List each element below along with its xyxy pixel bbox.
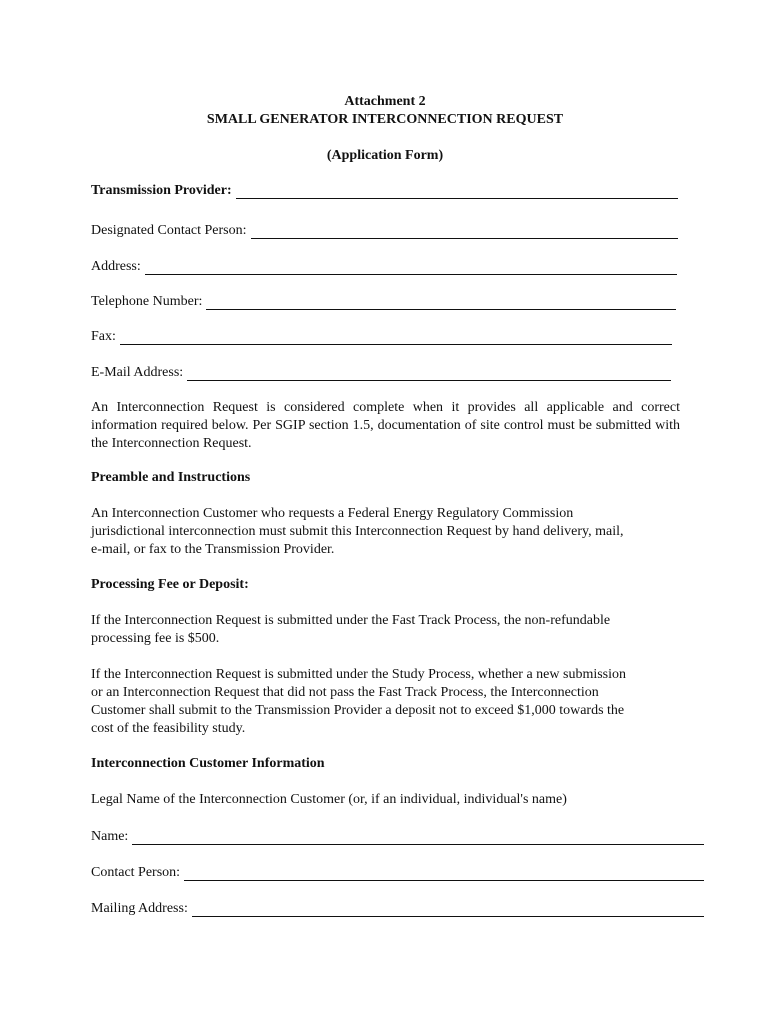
document-title: SMALL GENERATOR INTERCONNECTION REQUEST	[206, 112, 564, 127]
customer-name-input[interactable]	[132, 829, 704, 845]
address-input[interactable]	[145, 259, 677, 275]
email-input[interactable]	[187, 365, 671, 381]
deposit-paragraph-line: Customer shall submit to the Transmission Provider a deposit not to exceed $1,000 towards the	[91, 703, 625, 718]
preamble-line: An Interconnection Customer who requests a Federal Energy Regulatory Commission	[91, 506, 574, 521]
email-field	[91, 363, 671, 381]
fax-input[interactable]	[120, 329, 672, 345]
customer-name-field	[91, 827, 704, 845]
deposit-paragraph-line: or an Interconnection Request that did not pass the Fast Track Process, the Interconnection	[91, 685, 599, 700]
intro-paragraph: An Interconnection Request is considered complete when it provides all applicable and correct information required below. Per SGIP section 1.5, documentation of site control must be submitted with the Interconnection Request.	[91, 400, 680, 451]
transmission-provider-field	[91, 181, 678, 199]
field-label: Transmission Provider:	[91, 183, 232, 198]
field-label: E-Mail Address:	[91, 365, 184, 380]
field-label: Address:	[91, 259, 141, 274]
field-label: Fax:	[91, 329, 116, 344]
field-label: Designated Contact Person:	[91, 223, 247, 238]
document-subtitle: (Application Form)	[326, 148, 444, 163]
deposit-paragraph-line: cost of the feasibility study.	[91, 721, 246, 736]
field-label: Name:	[91, 829, 129, 844]
customer-info-heading: Interconnection Customer Information	[91, 756, 325, 771]
field-label: Mailing Address:	[91, 901, 188, 916]
preamble-line: jurisdictional interconnection must submit this Interconnection Request by hand delivery, mail,	[91, 524, 624, 539]
attachment-label: Attachment 2	[344, 94, 426, 109]
transmission-provider-input[interactable]	[236, 183, 678, 199]
fee-paragraph-line: processing fee is $500.	[91, 631, 220, 646]
contact-person-field	[91, 863, 704, 881]
fee-heading: Processing Fee or Deposit:	[91, 577, 249, 592]
fax-field	[91, 327, 672, 345]
mailing-address-field	[91, 899, 704, 917]
mailing-address-input[interactable]	[192, 901, 704, 917]
fee-paragraph-line: If the Interconnection Request is submitted under the Fast Track Process, the non-refundable	[91, 613, 611, 628]
telephone-field	[91, 292, 676, 310]
field-label: Contact Person:	[91, 865, 181, 880]
preamble-heading: Preamble and Instructions	[91, 470, 251, 485]
legal-name-note: Legal Name of the Interconnection Customer (or, if an individual, individual's name)	[91, 792, 567, 807]
designated-contact-field	[91, 221, 678, 239]
telephone-input[interactable]	[206, 294, 676, 310]
deposit-paragraph-line: If the Interconnection Request is submitted under the Study Process, whether a new submission	[91, 667, 627, 682]
contact-person-input[interactable]	[184, 865, 704, 881]
field-label: Telephone Number:	[91, 294, 203, 309]
address-field	[91, 257, 677, 275]
preamble-line: e-mail, or fax to the Transmission Provider.	[91, 542, 335, 557]
designated-contact-input[interactable]	[251, 223, 678, 239]
